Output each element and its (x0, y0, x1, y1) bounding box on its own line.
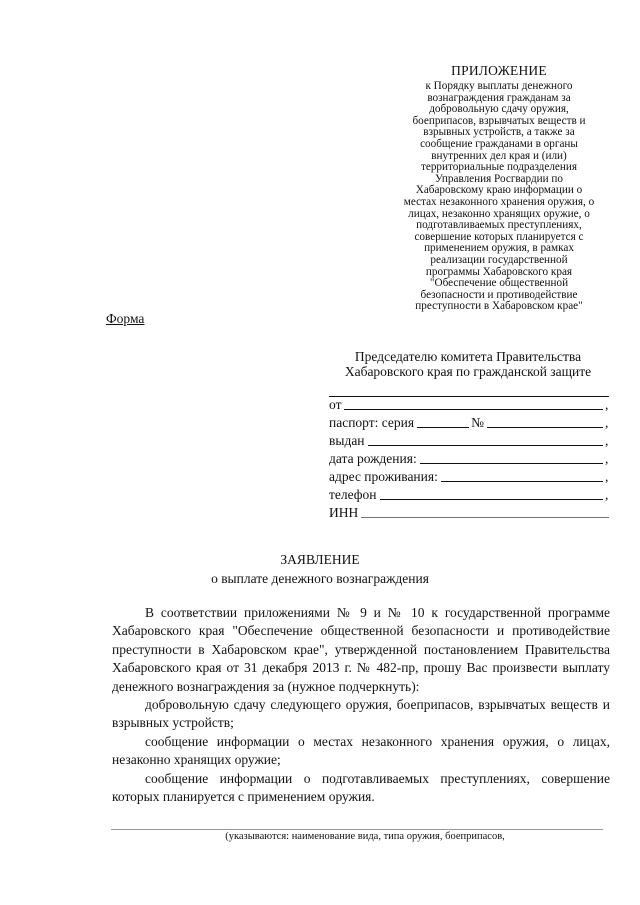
appendix-line: программы Хабаровского края (425, 265, 573, 278)
appendix-line: к Порядку выплаты денежного (425, 80, 573, 92)
appendix-line: территориальные подразделения (420, 161, 577, 174)
comma: , (605, 469, 609, 484)
comma: , (605, 451, 609, 466)
birth-date-blank[interactable] (420, 462, 603, 464)
form-label: Форма (106, 311, 145, 326)
appendix-line: вознаграждения гражданам за (427, 91, 571, 104)
passport-number-label: № (471, 415, 485, 430)
appendix-title: ПРИЛОЖЕНИЕ (451, 63, 547, 78)
from-label: от (329, 397, 342, 412)
comma: , (605, 433, 609, 448)
passport-field[interactable] (329, 414, 611, 431)
birth-date-field[interactable] (329, 450, 611, 467)
appendix-line: реализации государственной (430, 253, 568, 266)
footnote: (указываются: наименование вида, типа оружия, боеприпасов, (225, 831, 505, 842)
option-storage-info[interactable]: сообщение информации о местах незаконного хранения оружия, о лицах, незаконно хранящих оружие; (112, 733, 610, 768)
address-blank[interactable] (441, 480, 603, 482)
appendix-line: Хабаровскому краю информации о (415, 184, 583, 197)
appendix-line: боеприпасов, взрывчатых веществ и (412, 114, 586, 127)
body-paragraph: В соответствии приложениями № 9 и № 10 к государственной программе Хабаровского края "Обеспечение общественной безопасности и противодействие преступности в Хабаровском крае", утвержденной постановлением Правительства Хабаровского края от 31 декабря 2013 г. № 482-пр, прошу Вас произвести выплату денежного вознаграждения за (нужное подчеркнуть): (112, 605, 610, 694)
inn-label: ИНН (329, 505, 359, 520)
appendix-line: добровольную сдачу оружия, (429, 103, 569, 116)
from-blank[interactable] (344, 408, 603, 410)
appendix-line: сообщение гражданами в органы (420, 137, 578, 150)
inn-field[interactable] (329, 504, 611, 521)
addressee-line-2: Хабаровского края по гражданской защите (344, 364, 592, 379)
phone-field[interactable] (329, 486, 611, 503)
comma: , (605, 415, 609, 430)
issued-field[interactable] (329, 432, 611, 449)
comma: , (605, 487, 609, 502)
passport-series-label: паспорт: серия (329, 415, 415, 430)
document-subtitle: о выплате денежного вознаграждения (211, 571, 429, 586)
appendix-line: применением оружия, в рамках (424, 242, 574, 255)
phone-label: телефон (329, 487, 377, 502)
comma: , (605, 397, 609, 412)
from-field[interactable] (329, 396, 611, 413)
appendix-line: лицах, незаконно хранящих оружие, о (408, 207, 590, 220)
appendix-line: преступности в Хабаровском крае" (415, 300, 583, 313)
appendix-line: подготавливаемых преступлениях, (416, 219, 582, 232)
birth-date-label: дата рождения: (329, 451, 417, 466)
issued-label: выдан (329, 433, 365, 448)
appendix-line: "Обеспечение общественной (429, 277, 569, 290)
weapon-details-blank-line[interactable] (111, 829, 603, 830)
appendix-line: внутренних дел края и (или) (431, 149, 567, 162)
document-body (112, 604, 610, 806)
passport-number-blank[interactable] (487, 426, 603, 428)
appendix-line: взрывных устройств, а также за (423, 126, 575, 139)
appendix-line: местах незаконного хранения оружия, о (403, 195, 595, 208)
address-field[interactable] (329, 468, 611, 485)
document-title: ЗАЯВЛЕНИЕ (280, 552, 360, 567)
appendix-line: Управления Росгвардии по (434, 172, 564, 185)
phone-blank[interactable] (380, 498, 603, 500)
appendix-line: безопасности и противодействие (420, 288, 578, 301)
passport-series-blank[interactable] (417, 426, 469, 428)
appendix-line: совершение которых планируется с (414, 230, 584, 243)
addressee-line-1: Председателю комитета Правительства (354, 349, 582, 364)
addressee-block (326, 349, 610, 379)
address-label: адрес проживания: (329, 469, 438, 484)
inn-blank[interactable] (361, 516, 609, 518)
option-voluntary-surrender[interactable]: добровольную сдачу следующего оружия, боеприпасов, взрывчатых веществ и взрывных устройств; (112, 697, 610, 731)
issued-blank[interactable] (368, 444, 603, 446)
option-crime-info[interactable]: сообщение информации о подготавливаемых преступлениях, совершение которых планируется с применением оружия. (112, 770, 610, 805)
appendix-block (388, 63, 610, 313)
